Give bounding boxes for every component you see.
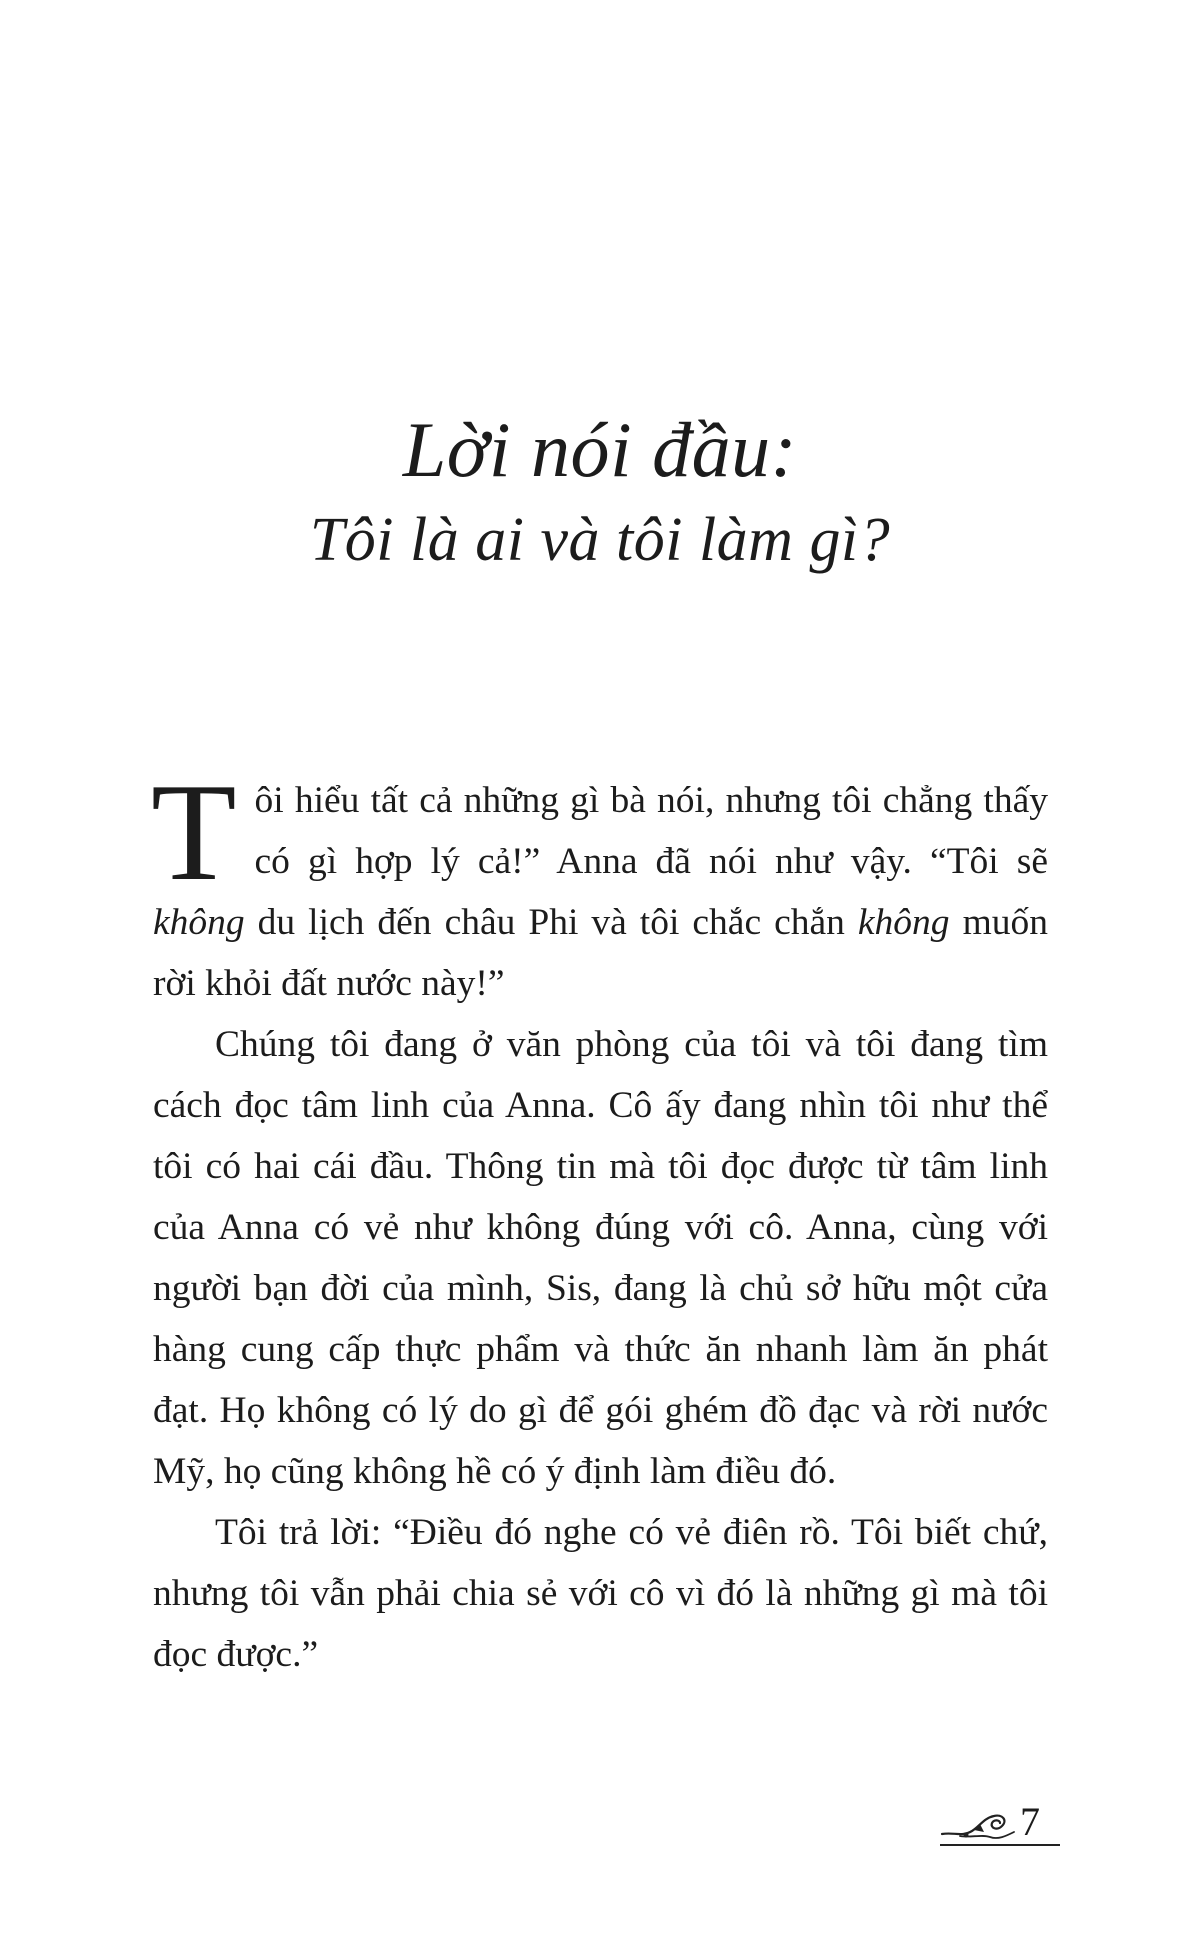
chapter-subtitle: Tôi là ai và tôi làm gì? bbox=[309, 506, 891, 574]
chapter-title: Lời nói đầu: bbox=[402, 406, 798, 493]
flourish-ornament-icon bbox=[940, 1804, 1018, 1844]
paragraph-2: Chúng tôi đang ở văn phòng của tôi và tôi đang tìm cách đọc tâm linh của Anna. Cô ấy đang nhìn tôi như thể tôi có hai cái đầu. Thông tin mà tôi đọc được từ tâm linh của Anna có vẻ như không đúng với cô. Anna, cùng với người bạn đời của mình, Sis, đang là chủ sở hữu một cửa hàng cung cấp thực phẩm và thức ăn nhanh làm ăn phát đạt. Họ không có lý do gì để gói ghém đồ đạc và rời nước Mỹ, họ cũng không hề có ý định làm điều đó. bbox=[153, 1024, 1048, 1492]
page-footer bbox=[940, 1800, 1060, 1850]
paragraph-1-text-b: du lịch đến châu Phi và tôi chắc chắn bbox=[244, 902, 858, 943]
drop-cap: T bbox=[151, 755, 237, 910]
body-text bbox=[151, 755, 1048, 1685]
page-number: 7 bbox=[1020, 1799, 1040, 1844]
paragraph-1-text-c: muốn rời khỏi đất nước này!” bbox=[153, 902, 1048, 1004]
emphasis-word-1: không bbox=[153, 902, 245, 943]
paragraph-1-text-a: ôi hiểu tất cả những gì bà nói, nhưng tôi chẳng thấy có gì hợp lý cả!” Anna đã nói như vậy. “Tôi sẽ bbox=[254, 780, 1048, 882]
paragraph-1 bbox=[151, 755, 1048, 1014]
emphasis-word-2: không bbox=[857, 902, 950, 943]
footer-rule bbox=[940, 1844, 1060, 1846]
paragraph-3: Tôi trả lời: “Điều đó nghe có vẻ điên rồ. Tôi biết chứ, nhưng tôi vẫn phải chia sẻ với cô vì đó là những gì mà tôi đọc được.” bbox=[153, 1512, 1048, 1675]
